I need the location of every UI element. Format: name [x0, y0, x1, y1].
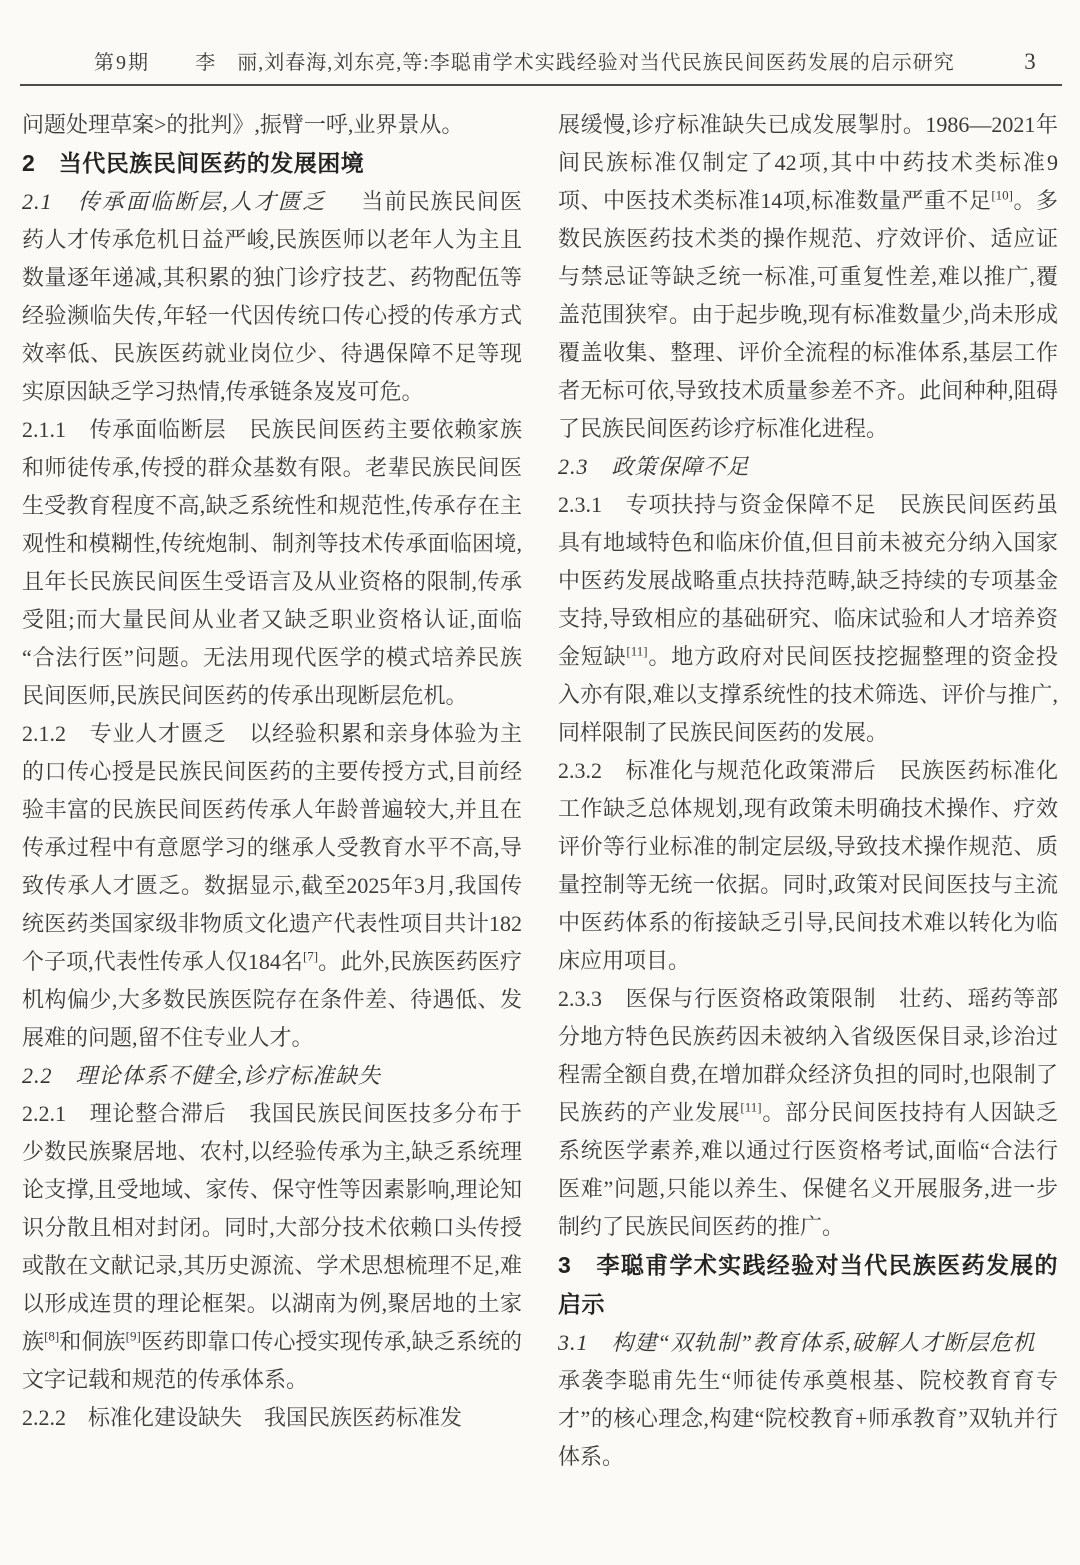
text-segment: 2.3.3 医保与行医资格政策限制 壮药、瑶药等部分地方特色民族药因未被纳入省级医保目录,诊治过程需全额自费,在增加群众经济负担的同时,也限制了民族药的产业发展 — [558, 986, 1058, 1125]
section-2-1-1 — [22, 411, 522, 715]
text-segment: 3 李聪甫学术实践经验对当代民族医药发展的启示 — [558, 1252, 1058, 1317]
section-2-2-2-continued — [558, 106, 1058, 448]
text-segment: 问题处理草案>的批判》,振臂一呼,业界景从。 — [22, 112, 464, 137]
text-segment: 2.3 政策保障不足 — [558, 454, 750, 479]
text-segment: 2.2 理论体系不健全,诊疗标准缺失 — [22, 1063, 382, 1088]
text-segment: 2.3.1 专项扶持与资金保障不足 民族民间医药虽具有地域特色和临床价值,但目前未被充分纳入国家中医药发展战略重点扶持范畴,缺乏持续的专项基金支持,导致相应的基础研究、临床试验和人才培养资金短缺 — [558, 492, 1058, 669]
citation-reference: [8] — [44, 1328, 60, 1344]
citation-reference: [9] — [125, 1328, 141, 1344]
text-segment: 展缓慢,诊疗标准缺失已成发展掣肘。1986—2021年间民族标准仅制定了42项,其中中药技术类标准9项、中医技术类标准14项,标准数量严重不足 — [558, 112, 1058, 213]
text-segment: 2.1.1 传承面临断层 民族民间医药主要依赖家族和师徒传承,传授的群众基数有限。老辈民族民间医生受教育程度不高,缺乏系统性和规范性,传承存在主观性和模糊性,传统炮制、制剂等技术传承面临困境,且年长民族民间医生受语言及从业资格的限制,传承受阻;而大量民间从业者又缺乏职业资格认证,面临“合法行医”问题。无法用现代医学的模式培养民族民间医师,民族民间医药的传承出现断层危机。 — [22, 417, 522, 708]
text-segment: 2.2.1 理论整合滞后 我国民族民间医技多分布于少数民族聚居地、农村,以经验传承为主,缺乏系统理论支撑,且受地域、家传、保守性等因素影响,理论知识分散且相对封闭。同时,大部分技术依赖口头传授或散在文献记录,其历史源流、学术思想梳理不足,难以形成连贯的理论框架。以湖南为例,聚居地的土家族 — [22, 1101, 522, 1354]
text-segment: 。地方政府对民间医技挖掘整理的资金投入亦有限,难以支撑系统性的技术筛选、评价与推广,同样限制了民族民间医药的发展。 — [558, 644, 1058, 745]
text-segment: 承袭李聪甫先生“师徒传承奠根基、院校教育育专才”的核心理念,构建“院校教育+师承教育”双轨并行体系。 — [558, 1330, 1070, 1469]
left-column — [22, 106, 522, 1437]
text-segment: 医药即靠口传心授实现传承,缺乏系统的文字记载和规范的传承体系。 — [22, 1329, 522, 1392]
text-segment: 2 当代民族民间医药的发展困境 — [22, 150, 365, 176]
citation-reference: [7] — [302, 948, 319, 964]
text-segment: 和侗族 — [59, 1329, 126, 1354]
section-2-2-2-start — [22, 1399, 522, 1437]
text-segment: 2.1 传承面临断层,人才匮乏 — [22, 189, 327, 214]
text-segment: 。此外,民族医药医疗机构偏少,大多数民族医院存在条件差、待遇低、发展难的问题,留不住专业人才。 — [22, 949, 522, 1050]
heading-section-2 — [22, 144, 522, 183]
text-segment: 2.2.2 标准化建设缺失 我国民族医药标准发 — [22, 1405, 463, 1430]
citation-reference: [11] — [740, 1099, 762, 1115]
citation-reference: [11] — [626, 643, 648, 659]
heading-section-2-2 — [22, 1057, 522, 1095]
running-title: 李 丽,刘春海,刘东亮,等:李聪甫学术实践经验对当代民族民间医药发展的启示研究 — [195, 52, 955, 74]
citation-reference: [10] — [991, 187, 1013, 203]
heading-section-2-3 — [558, 448, 1058, 486]
section-2-1-2 — [22, 715, 522, 1057]
section-2-3-1 — [558, 486, 1058, 752]
header-rule — [20, 84, 1062, 86]
para-continuation-prev-page — [22, 106, 522, 144]
section-3-1 — [558, 1324, 1070, 1476]
page-number: 3 — [1024, 49, 1036, 74]
section-2-3-2 — [558, 752, 1058, 980]
section-2-2-1 — [22, 1095, 522, 1399]
text-segment: 当前民族民间医药人才传承危机日益严峻,民族医师以老年人为主且数量逐年递减,其积累的独门诊疗技艺、药物配伍等经验濒临失传,年轻一代因传统口传心授的传承方式效率低、民族医药就业岗位少、待遇保障不足等现实原因缺乏学习热情,传承链条岌岌可危。 — [22, 189, 522, 404]
issue-label: 第9期 — [94, 52, 150, 74]
section-2-3-3 — [558, 980, 1058, 1246]
page-header — [20, 46, 1060, 75]
text-segment: 2.1.2 专业人才匮乏 以经验积累和亲身体验为主的口传心授是民族民间医药的主要传授方式,目前经验丰富的民族民间医药传承人年龄普遍较大,并且在传承过程中有意愿学习的继承人受教育水平不高,导致传承人才匮乏。数据显示,截至2025年3月,我国传统医药类国家级非物质文化遗产代表性项目共计182个子项,代表性传承人仅184名 — [22, 721, 522, 974]
heading-section-3 — [558, 1246, 1058, 1324]
right-column — [558, 106, 1070, 1476]
text-segment: 。部分民间医技持有人因缺乏系统医学素养,难以通过行医资格考试,面临“合法行医难”问题,只能以养生、保健名义开展服务,进一步制约了民族民间医药的推广。 — [558, 1100, 1058, 1239]
section-2-1 — [22, 183, 522, 411]
text-segment: 2.3.2 标准化与规范化政策滞后 民族医药标准化工作缺乏总体规划,现有政策未明确技术操作、疗效评价等行业标准的制定层级,导致技术操作规范、质量控制等无统一依据。同时,政策对民间医技与主流中医药体系的衔接缺乏引导,民间技术难以转化为临床应用项目。 — [558, 758, 1058, 973]
text-segment: 。多数民族医药技术类的操作规范、疗效评价、适应证与禁忌证等缺乏统一标准,可重复性差,难以推广,覆盖范围狭窄。由于起步晚,现有标准数量少,尚未形成覆盖收集、整理、评价全流程的标准体系,基层工作者无标可依,导致技术质量参差不齐。此间种种,阻碍了民族民间医药诊疗标准化进程。 — [558, 188, 1058, 441]
text-segment: 3.1 构建“双轨制”教育体系,破解人才断层危机 — [558, 1330, 1036, 1355]
